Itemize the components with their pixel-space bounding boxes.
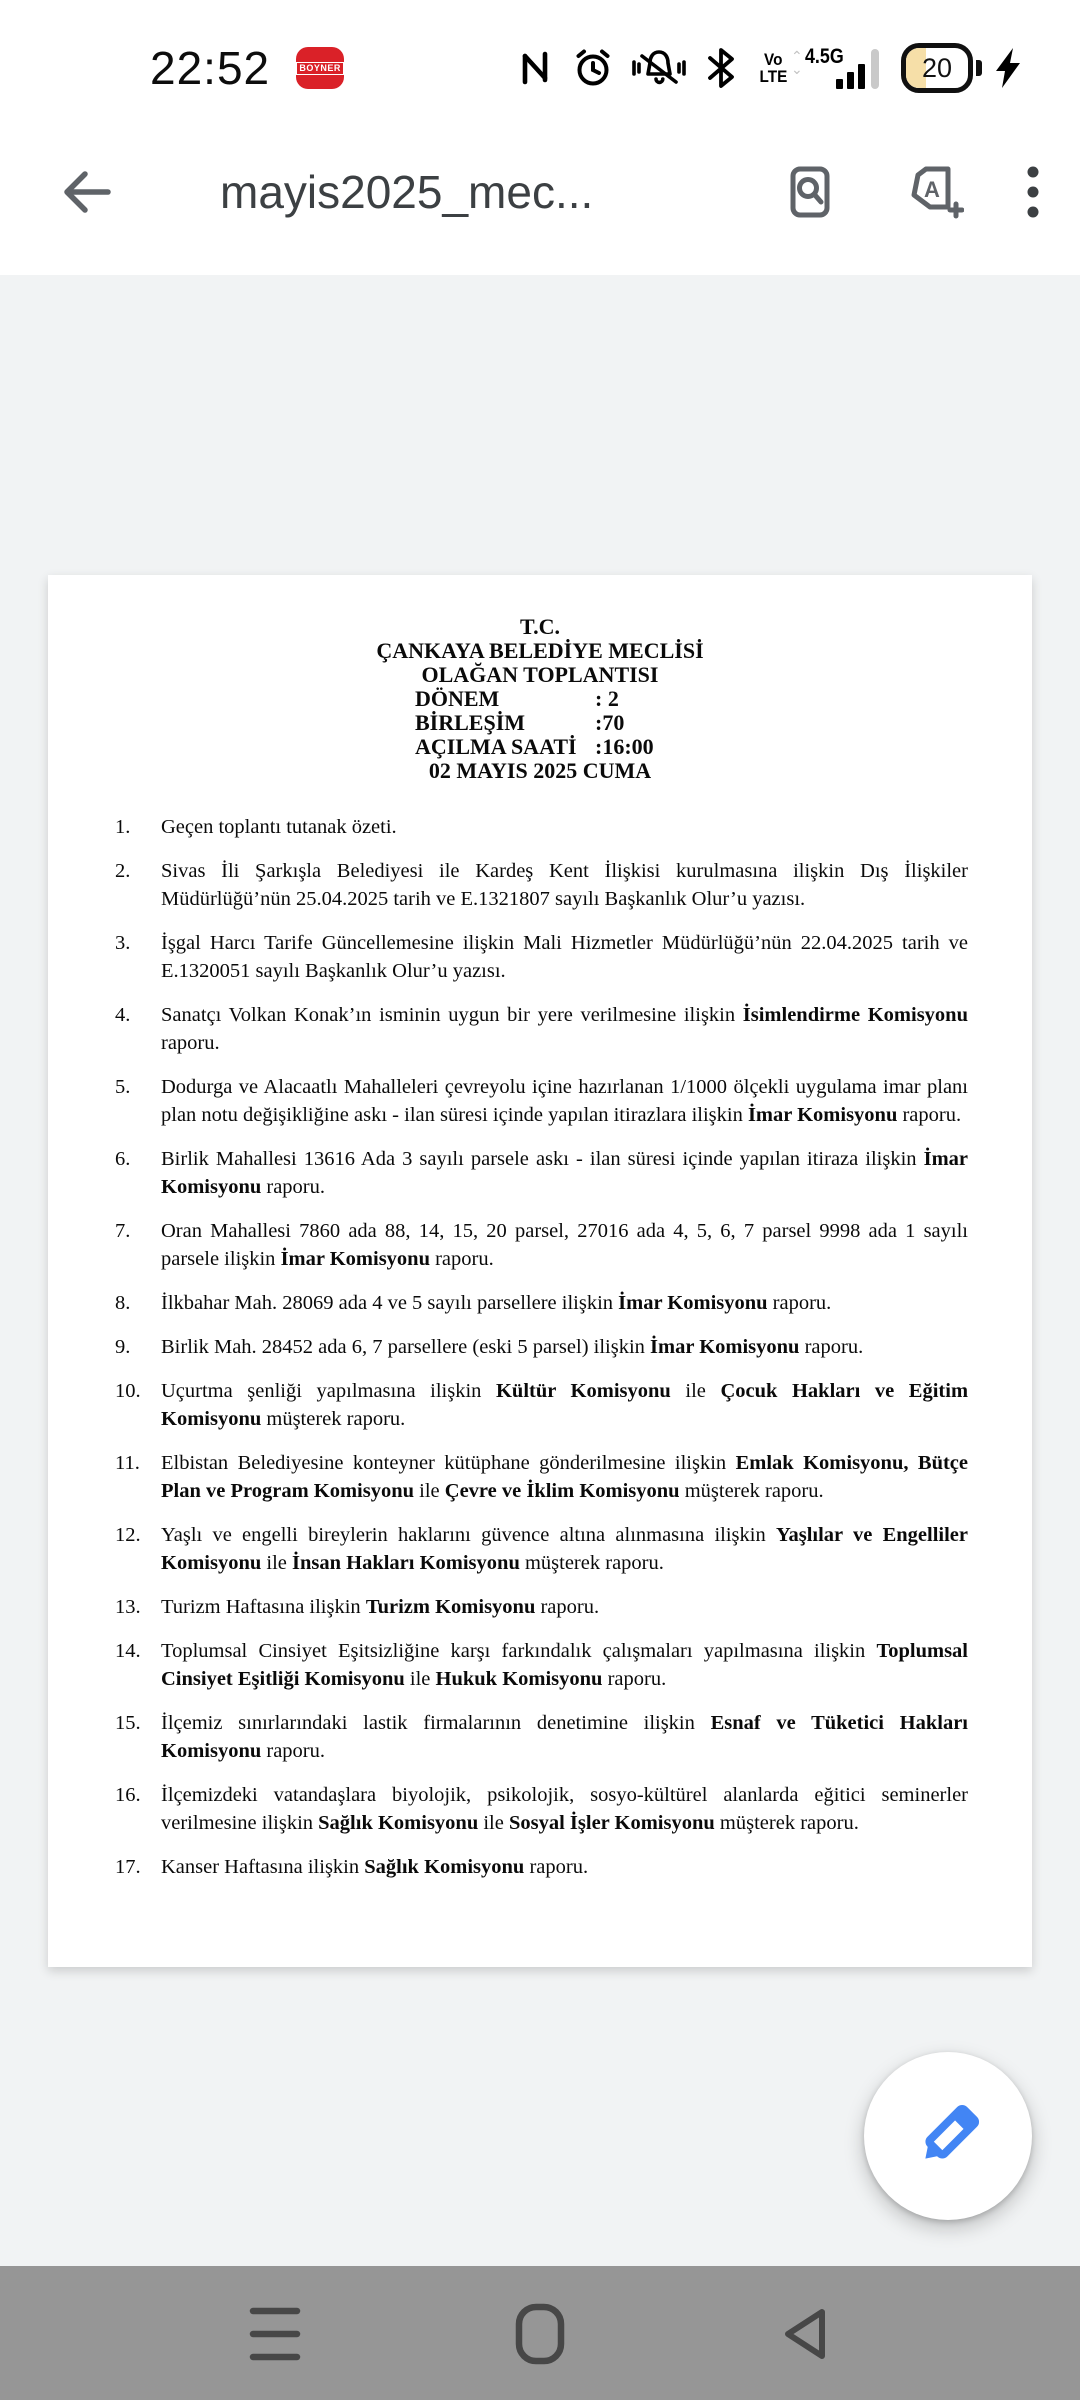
find-in-document-button[interactable] [780, 161, 840, 223]
agenda-item-text: raporu. [767, 1292, 832, 1314]
agenda-item-bold-text: İnsan Hakları Komisyonu [292, 1552, 520, 1574]
clock: 22:52 [150, 42, 271, 94]
agenda-item-bold-text: Çevre ve İklim Komisyonu [444, 1480, 680, 1502]
agenda-item [115, 1377, 968, 1433]
svg-text:A: A [924, 176, 940, 202]
back-triangle-icon [780, 2304, 832, 2364]
header-date-line: 02 MAYIS 2025 CUMA [428, 758, 652, 783]
agenda-item-text: raporu. [261, 1176, 326, 1198]
back-button[interactable] [58, 163, 116, 221]
agenda-item-bold-text: Sağlık Komisyonu [318, 1812, 479, 1834]
agenda-item-text: ile [404, 1668, 436, 1690]
status-bar [0, 0, 1080, 108]
volte-icon: Vo LTE [759, 50, 788, 86]
header-row-label: DÖNEM [415, 686, 500, 711]
recents-menu-icon [247, 2303, 303, 2365]
agenda-item-text: raporu. [799, 1336, 864, 1358]
agenda-item-text: ile [670, 1380, 721, 1402]
pdf-viewport[interactable] [0, 275, 1080, 2266]
agenda-item-bold-text: Turizm Komisyonu [365, 1596, 536, 1618]
agenda-item-bold-text: İmar Komisyonu [650, 1336, 800, 1358]
bluetooth-icon [704, 46, 738, 90]
agenda-item-text: müşterek raporu. [261, 1408, 406, 1430]
agenda-item [115, 857, 968, 913]
agenda-item-number: 7. [115, 1220, 131, 1242]
agenda-item [115, 813, 968, 841]
header-row-label: AÇILMA SAATİ [415, 734, 577, 759]
agenda-item-text: Sivas İli Şarkışla Belediyesi ile Kardeş Kent İlişkisi kurulmasına ilişkin Dış İlişkiler Müdürlüğü’nün 25.04.2025 tarih ve E.1321807 sayılı Başkanlık Olur’u yazısı. [161, 860, 968, 910]
header-row-value: :70 [595, 710, 625, 735]
agenda-item-text: Birlik Mah. 28452 ada 6, 7 parsellere (eski 5 parsel) ilişkin [161, 1336, 651, 1358]
agenda-item-text: Uçurtma şenliği yapılmasına ilişkin [161, 1380, 496, 1402]
document-title: mayis2025_mec... [220, 165, 594, 218]
agenda-item-bold-text: İsimlendirme Komisyonu [742, 1004, 968, 1026]
agenda-item-number: 14. [115, 1640, 141, 1662]
agenda-item-bold-text: Sosyal İşler Komisyonu [508, 1812, 715, 1834]
agenda-item [115, 1593, 968, 1621]
agenda-item-text: Elbistan Belediyesine konteyner kütüphane gönderilmesine ilişkin [161, 1452, 736, 1474]
back-arrow-icon [58, 163, 116, 221]
annotate-a-plus-icon [902, 161, 964, 223]
agenda-item-number: 17. [115, 1856, 141, 1878]
home-icon [514, 2302, 566, 2366]
agenda-item-bold-text: İmar Komisyonu [161, 1148, 968, 1198]
agenda-item-number: 13. [115, 1596, 141, 1618]
alarm-icon [572, 47, 614, 89]
agenda-item [115, 1073, 968, 1129]
agenda-item-bold-text: Sağlık Komisyonu [364, 1856, 525, 1878]
agenda-item-text: raporu. [602, 1668, 667, 1690]
agenda-item-text: Oran Mahallesi 7860 ada 88, 14, 15, 20 parsel, 27016 ada 4, 5, 6, 7 parsel 9998 ada 1 sayılı parsele ilişkin [161, 1220, 968, 1270]
agenda-item [115, 1333, 968, 1361]
agenda-item [115, 1001, 968, 1057]
agenda-item [115, 1289, 968, 1317]
boyner-notification-icon: BOYNER [296, 47, 344, 89]
nav-home-button[interactable] [480, 2274, 600, 2394]
charging-icon [992, 46, 1024, 90]
agenda-item [115, 1637, 968, 1693]
pdf-page [48, 575, 1032, 1967]
agenda-list [48, 813, 1032, 1881]
agenda-item-text: Yaşlı ve engelli bireylerin haklarını güvence altına alınmasına ilişkin [161, 1524, 776, 1546]
agenda-item-number: 1. [115, 816, 131, 838]
agenda-item-number: 10. [115, 1380, 141, 1402]
agenda-item-text: raporu. [897, 1104, 962, 1126]
agenda-item-text: İşgal Harcı Tarife Güncellemesine ilişkin Mali Hizmetler Müdürlüğü’nün 22.04.2025 tarih ve E.1320051 sayılı Başkanlık Olur’u yazısı. [161, 932, 968, 982]
agenda-item-text: Toplumsal Cinsiyet Eşitsizliğine karşı farkındalık çalışmaları yapılmasına ilişkin [161, 1640, 877, 1662]
agenda-item-number: 12. [115, 1524, 141, 1546]
agenda-item-text: Turizm Haftasına ilişkin [161, 1596, 366, 1618]
search-in-document-icon [780, 161, 840, 223]
app-bar [0, 108, 1080, 275]
agenda-item-text: müşterek raporu. [679, 1480, 824, 1502]
agenda-item-text: Kanser Haftasına ilişkin [161, 1856, 365, 1878]
agenda-item-bold-text: Kültür Komisyonu [495, 1380, 671, 1402]
agenda-item-text: ile [261, 1552, 292, 1574]
nav-recents-button[interactable] [215, 2274, 335, 2394]
agenda-item-text: Sanatçı Volkan Konak’ın isminin uygun bir yere verilmesine ilişkin [161, 1004, 743, 1026]
agenda-item-text: müşterek raporu. [714, 1812, 859, 1834]
signal-bars-icon [836, 64, 865, 89]
agenda-item-bold-text: İmar Komisyonu [747, 1104, 898, 1126]
agenda-item-text: ile [478, 1812, 509, 1834]
agenda-item-text: raporu. [261, 1740, 326, 1762]
battery-percent: 20 [921, 52, 953, 83]
navigation-bar [0, 2266, 1080, 2400]
agenda-item-text: Dodurga ve Alacaatlı Mahalleleri çevreyolu içine hazırlanan 1/1000 ölçekli uygulama imar planı plan notu değişikliğine askı - ilan süresi içinde yapılan itirazlara ilişkin [161, 1076, 968, 1126]
header-line-meeting: OLAĞAN TOPLANTISI [421, 662, 659, 687]
agenda-item-bold-text: Yaşlılar ve Engelliler Komisyonu [161, 1524, 968, 1574]
agenda-item [115, 1521, 968, 1577]
header-row [415, 711, 665, 735]
header-row [415, 735, 665, 759]
header-row-value: :16:00 [595, 734, 654, 759]
agenda-item-text: ile [414, 1480, 445, 1502]
agenda-item-number: 15. [115, 1712, 141, 1734]
nav-back-button[interactable] [746, 2274, 866, 2394]
agenda-item [115, 929, 968, 985]
agenda-item-bold-text: İmar Komisyonu [618, 1292, 768, 1314]
agenda-item-text: İlçemizdeki vatandaşlara biyolojik, psikolojik, sosyo-kültürel alanlarda eğitici seminerler verilmesine ilişkin [161, 1784, 968, 1834]
agenda-item-number: 2. [115, 860, 131, 882]
mobile-signal-icon [791, 45, 879, 91]
app-bar-actions [780, 161, 1040, 223]
agenda-item-bold-text: İmar Komisyonu [280, 1248, 430, 1270]
network-type-label: 4.5G [805, 45, 844, 68]
agenda-item-number: 16. [115, 1784, 141, 1806]
agenda-item-bold-text: Esnaf ve Tüketici Hakları Komisyonu [161, 1712, 968, 1762]
agenda-item-text: İlçemiz sınırlarındaki lastik firmalarının denetimine ilişkin [161, 1712, 711, 1734]
agenda-item-text: İlkbahar Mah. 28069 ada 4 ve 5 sayılı parsellere ilişkin [161, 1292, 619, 1314]
document-header [48, 575, 1032, 783]
agenda-item [115, 1709, 968, 1765]
agenda-item [115, 1145, 968, 1201]
header-row-label: BİRLEŞİM [415, 710, 526, 735]
overflow-menu-button[interactable] [1026, 163, 1040, 221]
overflow-menu-icon [1026, 163, 1040, 221]
header-line-org: ÇANKAYA BELEDİYE MECLİSİ [376, 638, 704, 663]
agenda-item-number: 6. [115, 1148, 131, 1170]
data-arrows-icon: ⌃ ⌄ [791, 48, 803, 77]
agenda-item-bold-text: Emlak Komisyonu, Bütçe Plan ve Program Komisyonu [161, 1452, 968, 1502]
agenda-item-number: 8. [115, 1292, 131, 1314]
header-row-value: : 2 [595, 686, 619, 711]
agenda-item-number: 9. [115, 1336, 131, 1358]
header-line-tc: T.C. [520, 614, 560, 639]
agenda-item-number: 11. [115, 1452, 140, 1474]
sim2-signal-icon [871, 49, 879, 89]
agenda-item-text: Geçen toplantı tutanak özeti. [161, 816, 397, 838]
agenda-item-text: raporu. [429, 1248, 494, 1270]
agenda-item [115, 1449, 968, 1505]
agenda-item [115, 1781, 968, 1837]
header-rows [415, 687, 665, 759]
annotate-button[interactable] [902, 161, 964, 223]
agenda-item-bold-text: Hukuk Komisyonu [435, 1668, 603, 1690]
pencil-edit-icon [910, 2098, 986, 2174]
agenda-item-bold-text: Çocuk Hakları ve Eğitim Komisyonu [161, 1380, 969, 1430]
agenda-item-text: müşterek raporu. [519, 1552, 664, 1574]
agenda-item-number: 5. [115, 1076, 131, 1098]
agenda-item [115, 1853, 968, 1881]
edit-fab[interactable] [864, 2052, 1032, 2220]
agenda-item-text: raporu. [524, 1856, 589, 1878]
battery-nub [976, 60, 982, 76]
agenda-item-text: raporu. [161, 1032, 220, 1054]
nfc-icon [516, 48, 554, 88]
agenda-item-bold-text: Toplumsal Cinsiyet Eşitliği Komisyonu [161, 1640, 968, 1690]
agenda-item-text: Birlik Mahallesi 13616 Ada 3 sayılı parsele askı - ilan süresi içinde yapılan itiraza ilişkin [161, 1148, 924, 1170]
battery-icon [901, 43, 973, 93]
header-row [415, 687, 665, 711]
agenda-item-number: 3. [115, 932, 131, 954]
agenda-item [115, 1217, 968, 1273]
vibrate-off-icon [632, 46, 686, 90]
agenda-item-number: 4. [115, 1004, 131, 1026]
agenda-item-text: raporu. [535, 1596, 600, 1618]
